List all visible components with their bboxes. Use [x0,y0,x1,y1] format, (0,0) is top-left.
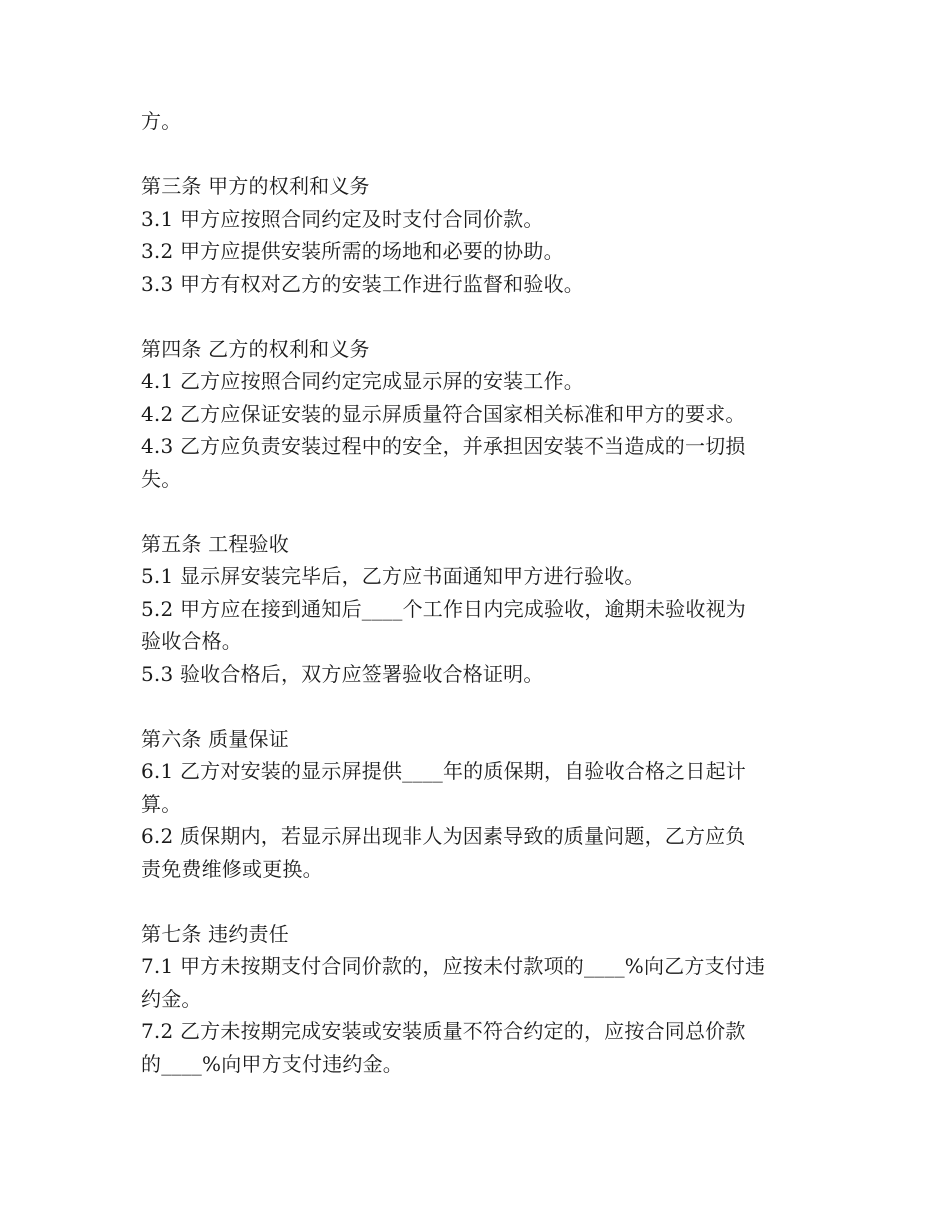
section-5-line-2: 5.2 甲方应在接到通知后____个工作日内完成验收，逾期未验收视为 [141,596,746,621]
section-5-line-4: 5.3 验收合格后，双方应签署验收合格证明。 [141,661,544,686]
section-4-heading: 第四条 乙方的权利和义务 [141,336,370,361]
section-7-line-4: 的____%向甲方支付违约金。 [141,1051,404,1076]
section-6-line-3: 6.2 质保期内，若显示屏出现非人为因素导致的质量问题，乙方应负 [141,824,746,848]
document-body [141,105,821,1080]
section-4-line-1: 4.1 乙方应按照合同约定完成显示屏的安装工作。 [141,369,584,393]
section-gap [141,495,821,528]
section-3-line-2: 3.2 甲方应提供安装所需的场地和必要的协助。 [141,239,564,263]
intro-tail-text: 方。 [141,109,182,133]
section-3-heading: 第三条 甲方的权利和义务 [141,174,370,198]
section-gap [141,138,821,171]
section-7-heading: 第七条 违约责任 [141,921,289,946]
section-7-line-1: 7.1 甲方未按期支付合同价款的，应按未付款项的____%向乙方支付违 [141,954,766,978]
section-gap [141,690,821,723]
section-4-line-3: 4.3 乙方应负责安装过程中的安全，并承担因安装不当造成的一切损 [141,434,746,458]
section-gap [141,885,821,918]
section-6-line-1: 6.1 乙方对安装的显示屏提供____年的质保期，自验收合格之日起计 [141,759,746,783]
section-5-heading: 第五条 工程验收 [141,531,289,556]
section-4-line-4: 失。 [141,466,182,491]
section-3-line-1: 3.1 甲方应按照合同约定及时支付合同价款。 [141,206,544,231]
section-4-line-2: 4.2 乙方应保证安装的显示屏质量符合国家相关标准和甲方的要求。 [141,401,746,426]
section-6-heading: 第六条 质量保证 [141,726,289,751]
section-5-line-3: 验收合格。 [141,629,242,653]
section-7-line-3: 7.2 乙方未按期完成安装或安装质量不符合约定的，应按合同总价款 [141,1019,746,1043]
section-7-line-2: 约金。 [141,986,202,1011]
section-5-line-1: 5.1 显示屏安装完毕后，乙方应书面通知甲方进行验收。 [141,564,645,588]
section-6-line-4: 责免费维修或更换。 [141,856,323,881]
section-3-line-3: 3.3 甲方有权对乙方的安装工作进行监督和验收。 [141,271,584,296]
section-6-line-2: 算。 [141,791,182,816]
section-gap [141,300,821,333]
